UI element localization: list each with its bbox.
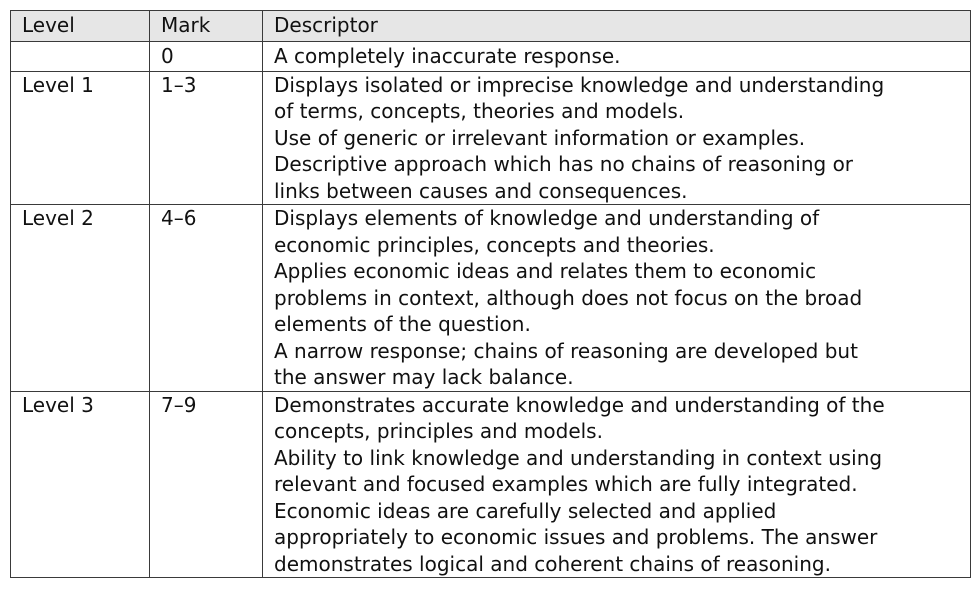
mark-cell: 1–3 — [150, 71, 263, 205]
descriptor-line: the answer may lack balance. — [274, 365, 574, 389]
descriptor-line: links between causes and consequences. — [274, 178, 688, 203]
table-row — [11, 205, 971, 392]
descriptor-line: elements of the question. — [274, 312, 531, 336]
descriptor-line: relevant and focused examples which are fully integrated. — [274, 472, 858, 496]
header-descriptor: Descriptor — [263, 11, 971, 42]
descriptor-line: Use of generic or irrelevant information or examples. — [274, 125, 806, 150]
descriptor-cell — [263, 42, 971, 72]
descriptor-line: problems in context, although does not focus on the broad — [274, 285, 863, 310]
descriptor-line: A narrow response; chains of reasoning are developed but — [274, 338, 858, 363]
header-level: Level — [11, 11, 150, 42]
descriptor-line: appropriately to economic issues and problems. The answer — [274, 525, 878, 549]
descriptor-line: Applies economic ideas and relates them to economic — [274, 259, 817, 283]
descriptor-cell — [263, 391, 971, 578]
mark-cell: 7–9 — [150, 391, 263, 578]
table-row — [11, 391, 971, 578]
mark-cell: 0 — [150, 42, 263, 72]
mark-scheme-table — [10, 10, 971, 578]
level-cell: Level 1 — [11, 71, 150, 205]
descriptor-cell — [263, 71, 971, 205]
header-mark: Mark — [150, 11, 263, 42]
descriptor-line: Demonstrates accurate knowledge and understanding of the — [274, 392, 885, 417]
mark-cell: 4–6 — [150, 205, 263, 392]
level-cell: Level 2 — [11, 205, 150, 392]
descriptor-line: economic principles, concepts and theories. — [274, 232, 715, 257]
table-row — [11, 42, 971, 72]
header-row — [11, 11, 971, 42]
descriptor-line: concepts, principles and models. — [274, 419, 603, 443]
descriptor-line: demonstrates logical and coherent chains of reasoning. — [274, 551, 831, 576]
descriptor-line: Economic ideas are carefully selected and applied — [274, 498, 777, 523]
descriptor-line: of terms, concepts, theories and models. — [274, 99, 685, 123]
table-row — [11, 71, 971, 205]
descriptor-line: Displays elements of knowledge and understanding of — [274, 206, 820, 230]
descriptor-cell — [263, 205, 971, 392]
level-cell — [11, 42, 150, 72]
descriptor-line: Ability to link knowledge and understanding in context using — [274, 445, 883, 470]
descriptor-line: Descriptive approach which has no chains of reasoning or — [274, 152, 854, 176]
descriptor-line: A completely inaccurate response. — [274, 44, 621, 68]
level-cell: Level 3 — [11, 391, 150, 578]
descriptor-line: Displays isolated or imprecise knowledge and understanding — [274, 72, 885, 97]
